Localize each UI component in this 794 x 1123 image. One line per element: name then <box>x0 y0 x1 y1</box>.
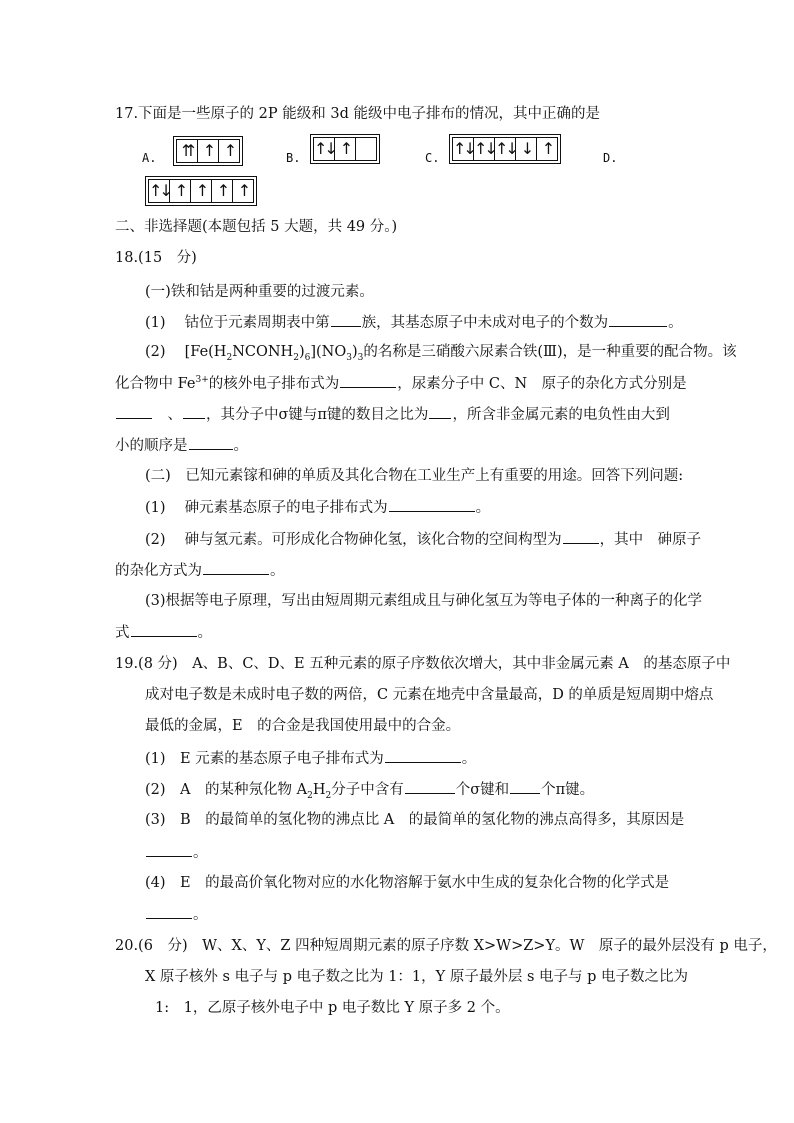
text: (1) 砷元素基态原子的电子排布式为 <box>145 500 388 516</box>
orbital-cell: ↓ <box>516 138 537 160</box>
answer-blank[interactable] <box>405 779 455 794</box>
text: ) <box>351 344 358 360</box>
answer-blank[interactable] <box>385 748 461 763</box>
q19-s1 <box>145 748 476 769</box>
text: 。 <box>193 845 208 861</box>
q18-p2-line1 <box>145 342 737 362</box>
q19-s4-line2 <box>145 904 208 925</box>
q19-s4-line1: (4) E 的最高价氧化物对应的水化物溶解于氨水中生成的复杂化合物的化学式是 <box>145 875 670 891</box>
answer-blank[interactable] <box>331 312 361 327</box>
text: ，其中 砷原子 <box>599 532 702 548</box>
text: H <box>312 782 326 798</box>
text: 的名称是三硝酸六尿素合铁(Ⅲ)，是一种重要的配合物。该 <box>363 344 737 360</box>
orbital-cell: ↑ <box>335 138 356 160</box>
text: 个σ键和 <box>455 782 510 798</box>
subscript: 3 <box>357 352 364 363</box>
orbital-cell: ↑ <box>191 180 212 202</box>
answer-blank[interactable] <box>340 373 396 388</box>
text: 。 <box>461 751 477 767</box>
answer-blank[interactable] <box>609 312 667 327</box>
q18-p2-line4 <box>115 435 248 456</box>
q17-option-a-orbital <box>176 139 240 163</box>
text: ，其分子中σ键与π键的数目之比为 <box>206 407 429 423</box>
text: 。 <box>193 907 208 923</box>
answer-blank[interactable] <box>203 560 269 575</box>
text: NCONH <box>232 344 294 360</box>
q20-line1: 20.(6 分) W、X、Y、Z 四种短周期元素的原子序数 X>W>Z>Y。W 原子的最外层没有 p 电子， <box>115 938 777 954</box>
orbital-cell: ↑ <box>223 141 235 160</box>
q17-option-d-label[interactable]: D. <box>603 151 618 165</box>
orbital-cell: ↑ <box>541 139 553 158</box>
text: 分子中含有 <box>331 782 404 798</box>
answer-blank[interactable] <box>563 529 599 544</box>
q19-line2: 成对电子数是未成时电子数的两倍，C 元素在地壳中含量最高，D 的单质是短周期中熔点 <box>145 687 714 703</box>
answer-blank[interactable] <box>510 779 540 794</box>
q18-q22-line1 <box>145 529 701 550</box>
orbital-cell: ↑ <box>170 180 191 202</box>
orbital-cell: ↑↓ <box>453 139 474 158</box>
text: 化合物中 Fe <box>115 376 196 392</box>
answer-blank[interactable] <box>146 842 192 857</box>
section-heading: 二、非选择题(本题包括 5 大题，共 49 分。) <box>115 219 398 235</box>
answer-blank[interactable] <box>116 404 152 419</box>
text: ，所含非金属元素的电负性由大到 <box>452 407 670 423</box>
q17-option-a-label[interactable]: A. <box>142 151 157 165</box>
subscript: 6 <box>304 352 311 363</box>
answer-blank[interactable] <box>429 404 451 419</box>
q17-option-c-orbital <box>452 137 558 161</box>
text: 。 <box>197 625 212 641</box>
subscript: 2 <box>325 790 332 801</box>
text: (2) [Fe(H <box>145 344 227 360</box>
orbital-cell: ↑↓ <box>474 139 495 158</box>
subscript: 2 <box>307 790 313 801</box>
text: 个π键。 <box>541 782 595 798</box>
orbital-cell: ↑↓ <box>314 139 335 158</box>
q19-line1: 19.(8 分) A、B、C、D、E 五种元素的原子序数依次增大，其中非金属元素 A 的基态原子中 <box>115 656 731 672</box>
q19-s3-line1: (3) B 的最简单的氢化物的沸点比 A 的最简单的氢化物的沸点高得多，其原因是 <box>145 812 685 828</box>
q18-q22-line2 <box>115 560 285 581</box>
text: 式 <box>115 625 130 641</box>
text: (1) E 元素的基态原子电子排布式为 <box>145 751 384 767</box>
text: 的杂化方式为 <box>115 563 202 579</box>
q18-p2-line2 <box>115 373 687 394</box>
q18-q23-line2 <box>115 622 212 643</box>
orbital-cell: ⇈ <box>177 140 198 162</box>
text: (2) A 的某种氖化物 A <box>145 782 308 798</box>
text: ](NO <box>310 344 347 360</box>
q17-option-b-label[interactable]: B. <box>286 151 301 165</box>
q20-line3: 1: 1，乙原子核外电子中 p 电子数比 Y 原子多 2 个。 <box>155 1000 510 1016</box>
q18-q21 <box>145 497 490 518</box>
q18-part1-title: (一)铁和钴是两种重要的过渡元素。 <box>145 284 374 300</box>
q19-s2 <box>145 779 594 800</box>
orbital-cell: ↑↓ <box>495 139 516 158</box>
text: (2) 砷与氢元素。可形成化合物砷化氢，该化合物的空间构型为 <box>145 532 562 548</box>
text: 族，其基态原子中未成对电子的个数为 <box>361 315 609 331</box>
answer-blank[interactable] <box>183 404 205 419</box>
orbital-cell: ↑ <box>212 180 233 202</box>
q18-head: 18.(15 分) <box>115 250 197 266</box>
q17-option-d-orbital <box>148 179 254 203</box>
text: (1) 钴位于元素周期表中第 <box>145 315 330 331</box>
answer-blank[interactable] <box>146 904 192 919</box>
q17-stem: 17.下面是一些原子的 2P 能级和 3d 能级中电子排布的情况，其中正确的是 <box>115 106 600 122</box>
q19-line3: 最低的金属，E 的合金是我国使用最中的合金。 <box>145 718 461 734</box>
text: 、 <box>153 407 182 423</box>
q17-option-c-label[interactable]: C. <box>425 151 440 165</box>
answer-blank[interactable] <box>189 435 233 450</box>
q18-p2-line3 <box>115 404 670 425</box>
q18-p1 <box>145 312 683 333</box>
subscript: 2 <box>293 352 299 363</box>
text: 。 <box>475 500 491 516</box>
superscript: 3+ <box>195 375 209 386</box>
text: 。 <box>233 438 248 454</box>
orbital-cell <box>356 138 376 160</box>
answer-blank[interactable] <box>131 622 197 637</box>
orbital-cell: ↑ <box>198 140 219 162</box>
answer-blank[interactable] <box>389 497 475 512</box>
q19-s3-line2 <box>145 842 208 863</box>
text: 。 <box>270 563 285 579</box>
orbital-cell: ↑↓ <box>149 181 170 200</box>
orbital-cell: ↑ <box>237 181 249 200</box>
subscript: 2 <box>226 352 233 363</box>
subscript: 3 <box>346 352 352 363</box>
q18-part2-title: (二) 已知元素镓和砷的单质及其化合物在工业生产上有重要的用途。回答下列问题: <box>145 468 684 484</box>
text: ，尿素分子中 C、N 原子的杂化方式分别是 <box>397 376 687 392</box>
q18-q23-line1: (3)根据等电子原理，写出由短周期元素组成且与砷化氢互为等电子体的一种离子的化学 <box>145 593 703 609</box>
q20-line2: X 原子核外 s 电子与 p 电子数之比为 1：1，Y 原子最外层 s 电子与 p 电子数之比为 <box>145 969 688 985</box>
q17-option-b-orbital <box>313 137 377 161</box>
text: ) <box>298 344 305 360</box>
text: 小的顺序是 <box>115 438 188 454</box>
text: 。 <box>668 315 683 331</box>
text: 的核外电子排布式为 <box>208 376 340 392</box>
